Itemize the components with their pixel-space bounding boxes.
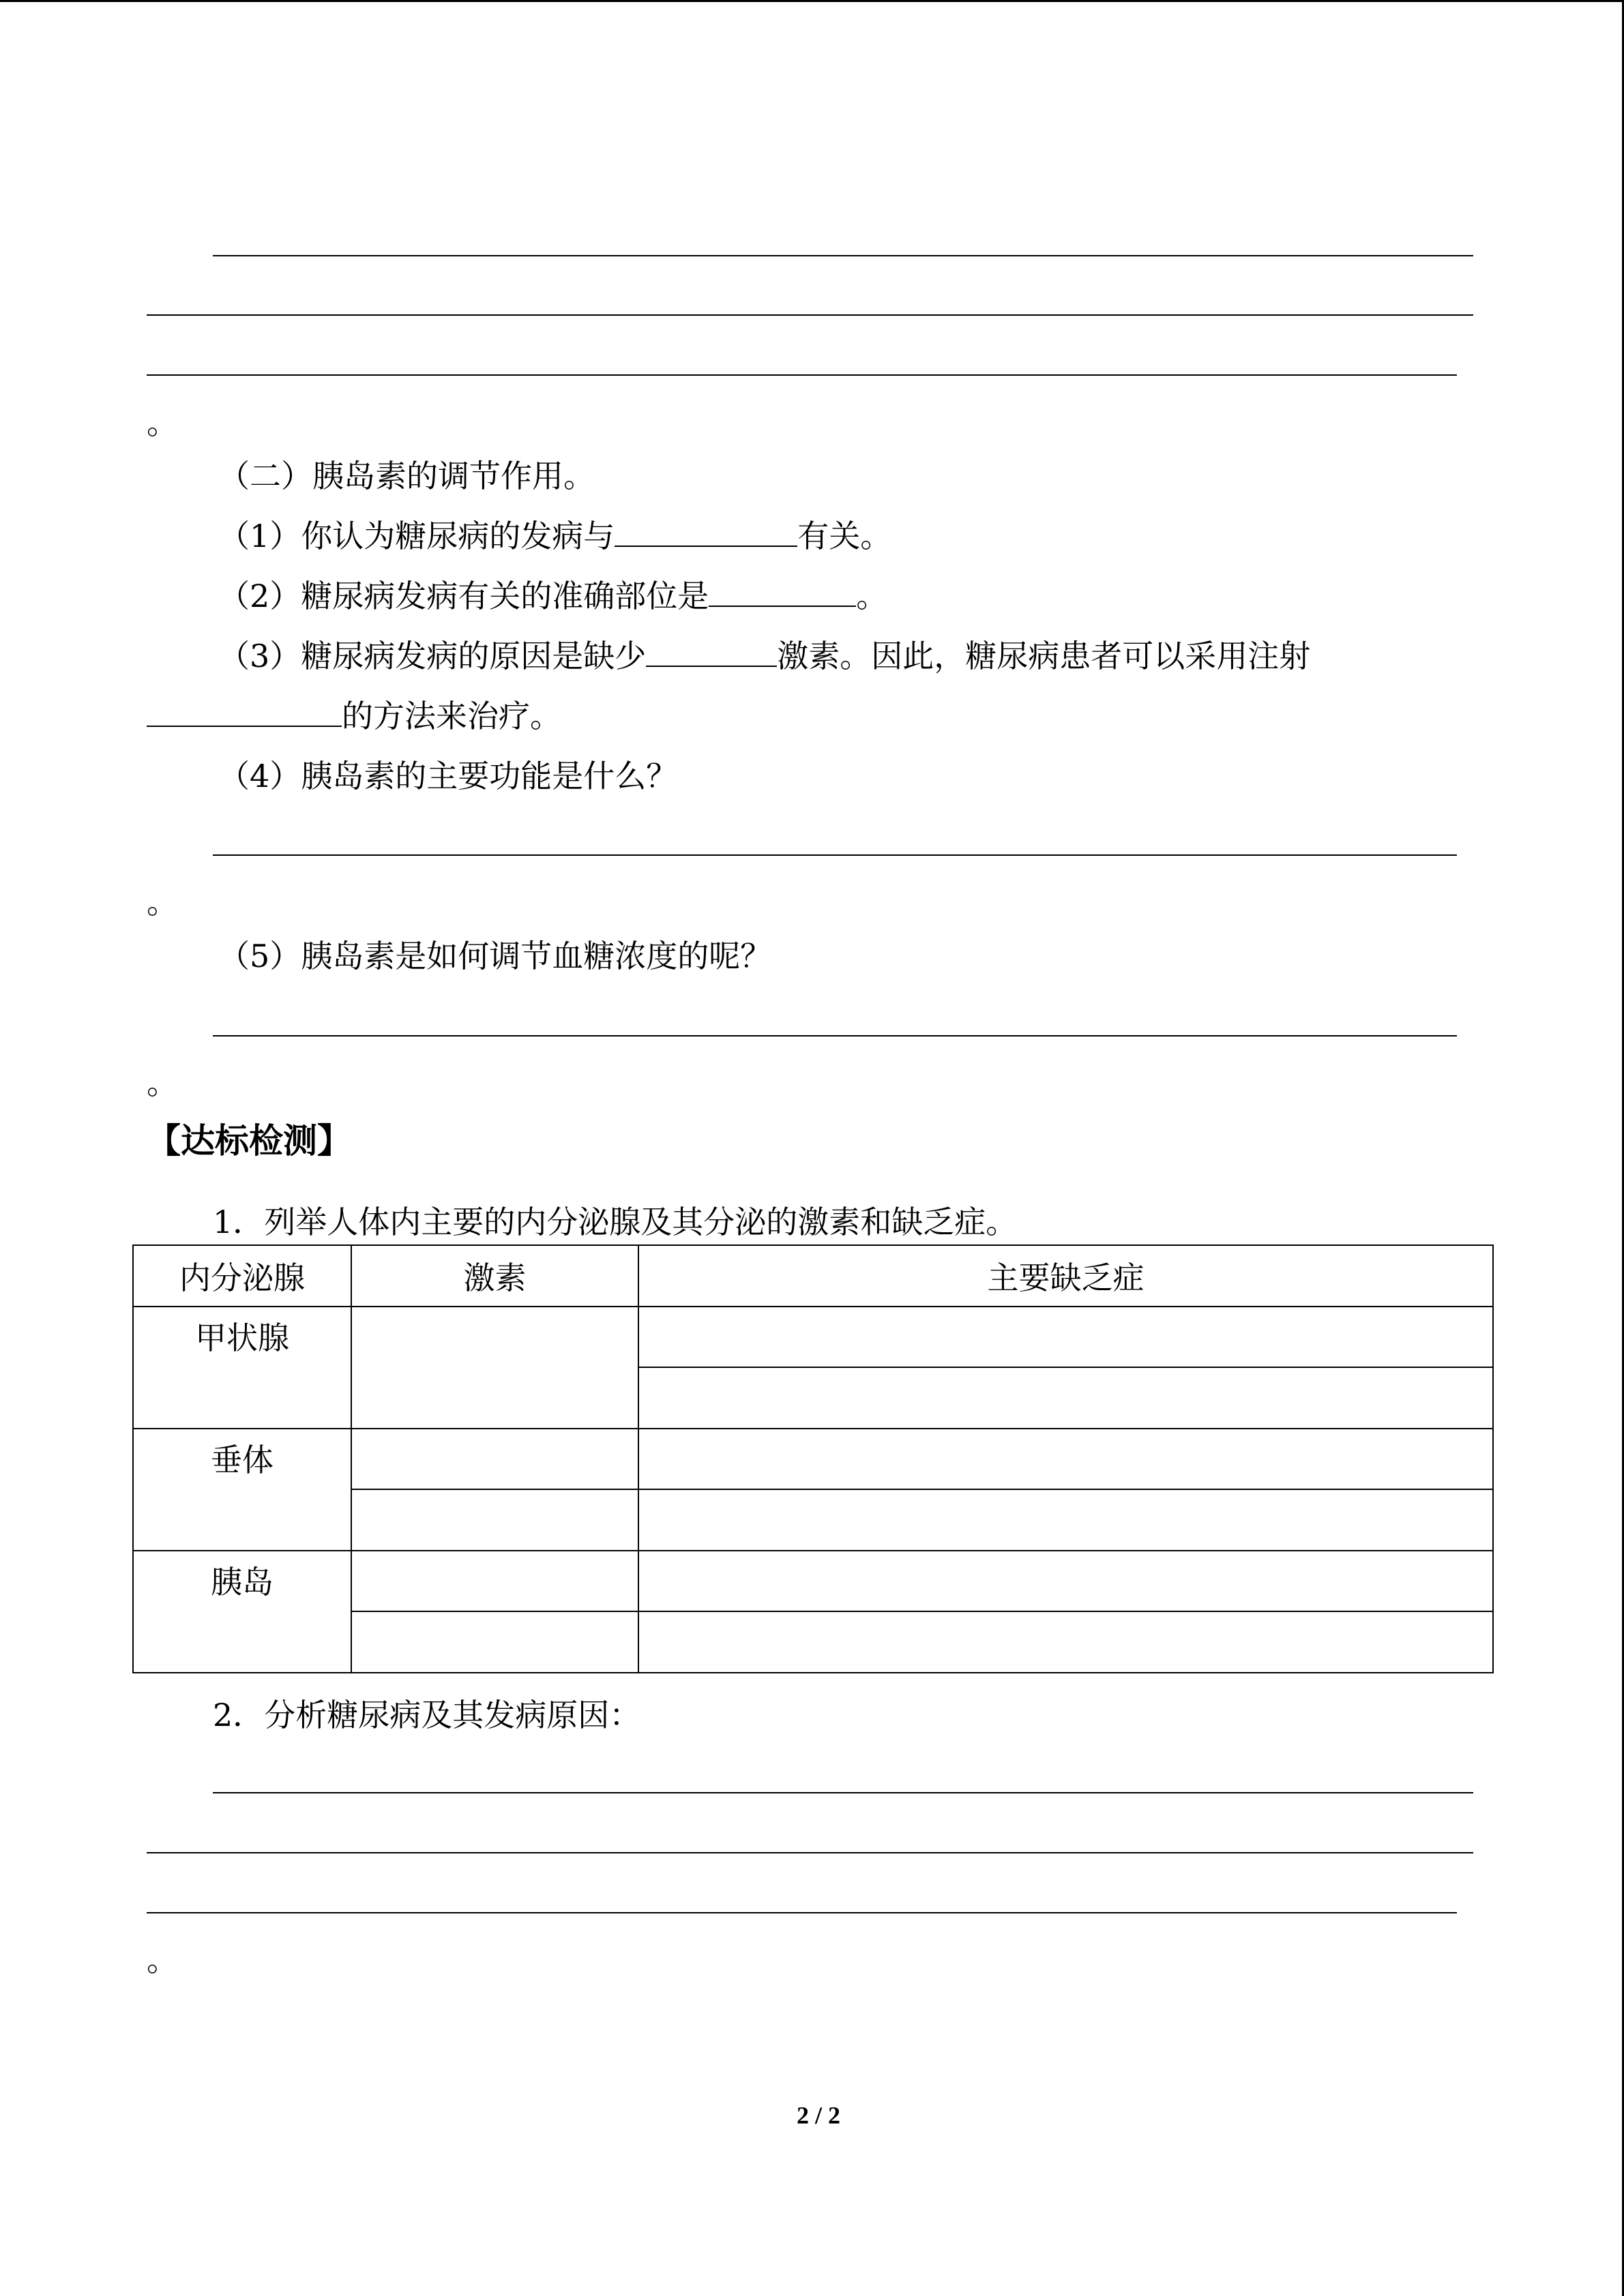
- deficiency-cell[interactable]: [638, 1551, 1493, 1612]
- period: 。: [147, 404, 178, 441]
- answer-line[interactable]: [213, 255, 1473, 256]
- period: 。: [147, 1064, 178, 1101]
- gland-cell: [133, 1551, 351, 1673]
- fill-blank[interactable]: [147, 696, 342, 727]
- answer-line[interactable]: [147, 314, 1473, 316]
- question-3-text: （3）糖尿病发病的原因是缺少: [218, 638, 647, 674]
- assessment-heading: 【达标检测】: [147, 1121, 351, 1161]
- fill-blank[interactable]: [615, 516, 797, 547]
- question-2: [218, 576, 887, 616]
- page-number: 2 / 2: [796, 2102, 840, 2129]
- question-2-text: （2）糖尿病发病有关的准确部位是: [218, 578, 709, 614]
- deficiency-cell[interactable]: [638, 1489, 1493, 1551]
- question-1: [218, 516, 891, 556]
- section-title: （二）胰岛素的调节作用。: [218, 458, 595, 494]
- hormone-cell[interactable]: [351, 1429, 638, 1490]
- fill-blank[interactable]: [646, 636, 777, 667]
- table-header: 内分泌腺: [133, 1245, 351, 1307]
- hormone-cell[interactable]: [351, 1551, 638, 1612]
- question-5: （5）胰岛素是如何调节血糖浓度的呢？: [218, 938, 772, 974]
- hormone-cell[interactable]: [351, 1611, 638, 1673]
- period: 。: [147, 884, 178, 921]
- answer-line[interactable]: [213, 1035, 1457, 1037]
- gland-name: 垂体: [211, 1441, 274, 1478]
- answer-line[interactable]: [213, 854, 1457, 856]
- gland-name: 胰岛: [211, 1563, 274, 1600]
- question-4: （4）胰岛素的主要功能是什么？: [218, 758, 678, 794]
- question-3-cont: [147, 696, 561, 736]
- answer-line[interactable]: [147, 1852, 1473, 1853]
- answer-line[interactable]: [147, 1912, 1457, 1913]
- period: 。: [147, 1941, 178, 1978]
- question-3: [218, 636, 1310, 676]
- gland-name: 甲状腺: [195, 1319, 289, 1356]
- deficiency-cell[interactable]: [638, 1307, 1493, 1368]
- deficiency-cell[interactable]: [638, 1367, 1493, 1429]
- question-3-suffix: 的方法来治疗。: [342, 698, 561, 734]
- answer-line[interactable]: [213, 1792, 1473, 1793]
- deficiency-cell[interactable]: [638, 1611, 1493, 1673]
- gland-table: [132, 1244, 1494, 1673]
- table-header: 主要缺乏症: [638, 1245, 1493, 1307]
- gland-cell: [133, 1429, 351, 1551]
- answer-line[interactable]: [147, 374, 1457, 376]
- fill-blank[interactable]: [709, 576, 856, 607]
- question-3-middle: 激素。因此，糖尿病患者可以采用注射: [777, 638, 1311, 674]
- question-1-text: （1）你认为糖尿病的发病与: [218, 518, 615, 554]
- deficiency-cell[interactable]: [638, 1429, 1493, 1490]
- question-1-suffix: 有关。: [797, 518, 892, 554]
- table-header: 激素: [351, 1245, 638, 1307]
- hormone-cell[interactable]: [351, 1307, 638, 1429]
- assessment-item-2: 2．分析糖尿病及其发病原因：: [213, 1697, 641, 1733]
- hormone-cell[interactable]: [351, 1489, 638, 1551]
- assessment-item-1: 1．列举人体内主要的内分泌腺及其分泌的激素和缺乏症。: [213, 1204, 1018, 1240]
- gland-cell: [133, 1307, 351, 1429]
- question-2-suffix: 。: [856, 578, 888, 614]
